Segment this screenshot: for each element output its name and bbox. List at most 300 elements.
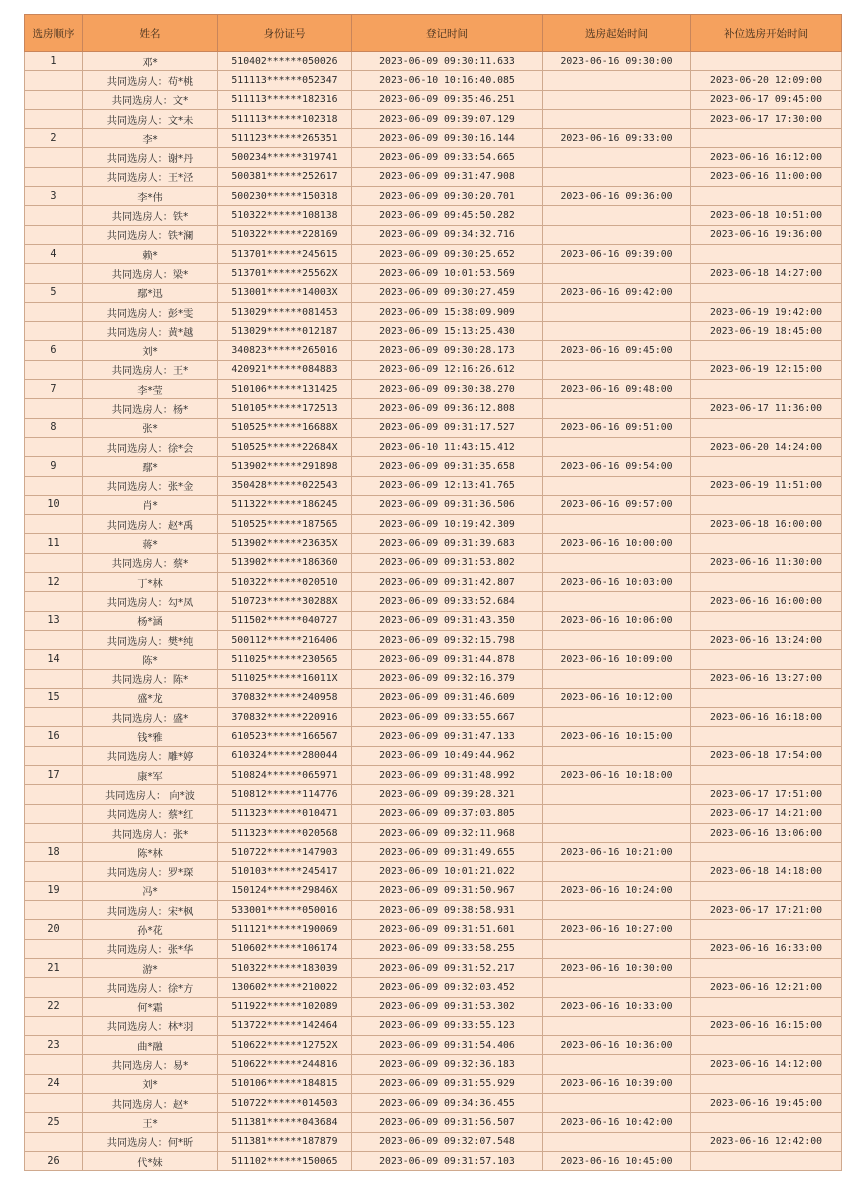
- id-number-cell: 510525******187565: [218, 515, 352, 534]
- name-cell: 共同选房人：张*华: [83, 939, 218, 958]
- register-time-cell: 2023-06-09 09:31:39.683: [352, 534, 543, 553]
- selection-start-cell: 2023-06-16 10:12:00: [543, 688, 691, 707]
- order-cell: [25, 322, 83, 341]
- makeup-start-cell: 2023-06-17 09:45:00: [691, 90, 842, 109]
- selection-start-cell: [543, 399, 691, 418]
- id-number-cell: 500230******150318: [218, 187, 352, 206]
- name-cell: 代*妹: [83, 1151, 218, 1170]
- id-number-cell: 510402******050026: [218, 52, 352, 71]
- name-cell: 共同选房人：罗*琛: [83, 862, 218, 881]
- selection-start-cell: [543, 322, 691, 341]
- makeup-start-cell: [691, 129, 842, 148]
- selection-start-cell: [543, 360, 691, 379]
- table-row: [25, 225, 842, 244]
- order-cell: [25, 476, 83, 495]
- id-number-cell: 510322******183039: [218, 958, 352, 977]
- register-time-cell: 2023-06-09 09:31:36.506: [352, 495, 543, 514]
- selection-start-cell: [543, 302, 691, 321]
- order-cell: [25, 360, 83, 379]
- id-number-cell: 510622******12752X: [218, 1036, 352, 1055]
- register-time-cell: 2023-06-10 10:16:40.085: [352, 71, 543, 90]
- table-row: [25, 1094, 842, 1113]
- order-cell: 16: [25, 727, 83, 746]
- makeup-start-cell: [691, 457, 842, 476]
- order-cell: 3: [25, 187, 83, 206]
- order-cell: 12: [25, 573, 83, 592]
- name-cell: 共同选房人：谢*丹: [83, 148, 218, 167]
- register-time-cell: 2023-06-10 11:43:15.412: [352, 437, 543, 456]
- register-time-cell: 2023-06-09 09:31:43.350: [352, 611, 543, 630]
- name-cell: 共同选房人：梁*: [83, 264, 218, 283]
- name-cell: 钱*雅: [83, 727, 218, 746]
- name-cell: 共同选房人：张*金: [83, 476, 218, 495]
- selection-start-cell: [543, 167, 691, 186]
- selection-start-cell: 2023-06-16 10:03:00: [543, 573, 691, 592]
- table-row: [25, 399, 842, 418]
- selection-start-cell: 2023-06-16 09:57:00: [543, 495, 691, 514]
- name-cell: 共同选房人： 向*波: [83, 785, 218, 804]
- name-cell: 鄢*: [83, 457, 218, 476]
- table-row: [25, 862, 842, 881]
- order-cell: [25, 225, 83, 244]
- table-row: [25, 669, 842, 688]
- makeup-start-cell: 2023-06-16 13:24:00: [691, 630, 842, 649]
- name-cell: 李*莹: [83, 380, 218, 399]
- makeup-start-cell: 2023-06-16 11:30:00: [691, 553, 842, 572]
- table-row: [25, 206, 842, 225]
- order-cell: 7: [25, 380, 83, 399]
- order-cell: 21: [25, 958, 83, 977]
- id-number-cell: 130602******210022: [218, 978, 352, 997]
- table-row: [25, 958, 842, 977]
- table-row: [25, 727, 842, 746]
- order-cell: [25, 71, 83, 90]
- header-selection-start: 选房起始时间: [543, 15, 691, 52]
- makeup-start-cell: [691, 52, 842, 71]
- name-cell: 共同选房人：勾*凤: [83, 592, 218, 611]
- register-time-cell: 2023-06-09 09:37:03.805: [352, 804, 543, 823]
- name-cell: 共同选房人：何*昕: [83, 1132, 218, 1151]
- id-number-cell: 510622******244816: [218, 1055, 352, 1074]
- selection-start-cell: 2023-06-16 09:51:00: [543, 418, 691, 437]
- order-cell: [25, 90, 83, 109]
- order-cell: [25, 592, 83, 611]
- makeup-start-cell: [691, 727, 842, 746]
- table-row: [25, 283, 842, 302]
- register-time-cell: 2023-06-09 09:36:12.808: [352, 399, 543, 418]
- makeup-start-cell: [691, 958, 842, 977]
- order-cell: [25, 862, 83, 881]
- register-time-cell: 2023-06-09 09:32:36.183: [352, 1055, 543, 1074]
- selection-start-cell: [543, 109, 691, 128]
- order-cell: [25, 399, 83, 418]
- selection-start-cell: [543, 630, 691, 649]
- table-row: [25, 534, 842, 553]
- id-number-cell: 510723******30288X: [218, 592, 352, 611]
- id-number-cell: 513701******245615: [218, 244, 352, 263]
- table-row: [25, 380, 842, 399]
- name-cell: 陈*林: [83, 843, 218, 862]
- makeup-start-cell: 2023-06-17 17:21:00: [691, 901, 842, 920]
- makeup-start-cell: [691, 1036, 842, 1055]
- selection-start-cell: [543, 1132, 691, 1151]
- name-cell: 何*霜: [83, 997, 218, 1016]
- makeup-start-cell: 2023-06-16 16:00:00: [691, 592, 842, 611]
- makeup-start-cell: [691, 1151, 842, 1170]
- order-cell: [25, 264, 83, 283]
- name-cell: 康*军: [83, 765, 218, 784]
- register-time-cell: 2023-06-09 09:33:55.667: [352, 708, 543, 727]
- order-cell: [25, 167, 83, 186]
- table-row: [25, 881, 842, 900]
- table-row: [25, 997, 842, 1016]
- order-cell: [25, 978, 83, 997]
- name-cell: 张*: [83, 418, 218, 437]
- id-number-cell: 510525******16688X: [218, 418, 352, 437]
- table-row: [25, 515, 842, 534]
- register-time-cell: 2023-06-09 12:16:26.612: [352, 360, 543, 379]
- name-cell: 杨*涵: [83, 611, 218, 630]
- order-cell: 17: [25, 765, 83, 784]
- name-cell: 共同选房人：樊*纯: [83, 630, 218, 649]
- order-cell: 5: [25, 283, 83, 302]
- table-row: [25, 1074, 842, 1093]
- makeup-start-cell: [691, 573, 842, 592]
- table-row: [25, 264, 842, 283]
- register-time-cell: 2023-06-09 09:31:54.406: [352, 1036, 543, 1055]
- name-cell: 李*伟: [83, 187, 218, 206]
- order-cell: [25, 302, 83, 321]
- name-cell: 孙*花: [83, 920, 218, 939]
- id-number-cell: 420921******084883: [218, 360, 352, 379]
- order-cell: [25, 746, 83, 765]
- id-number-cell: 510812******114776: [218, 785, 352, 804]
- id-number-cell: 513029******012187: [218, 322, 352, 341]
- id-number-cell: 511113******052347: [218, 71, 352, 90]
- selection-start-cell: 2023-06-16 09:42:00: [543, 283, 691, 302]
- makeup-start-cell: 2023-06-19 18:45:00: [691, 322, 842, 341]
- table-row: [25, 1113, 842, 1132]
- register-time-cell: 2023-06-09 09:31:52.217: [352, 958, 543, 977]
- table-row: [25, 1132, 842, 1151]
- id-number-cell: 510824******065971: [218, 765, 352, 784]
- register-time-cell: 2023-06-09 09:30:27.459: [352, 283, 543, 302]
- table-row: [25, 341, 842, 360]
- makeup-start-cell: 2023-06-16 11:00:00: [691, 167, 842, 186]
- id-number-cell: 510322******020510: [218, 573, 352, 592]
- order-cell: [25, 939, 83, 958]
- header-register-time: 登记时间: [352, 15, 543, 52]
- register-time-cell: 2023-06-09 09:33:54.665: [352, 148, 543, 167]
- id-number-cell: 511113******182316: [218, 90, 352, 109]
- id-number-cell: 511381******043684: [218, 1113, 352, 1132]
- order-cell: [25, 515, 83, 534]
- makeup-start-cell: 2023-06-16 19:45:00: [691, 1094, 842, 1113]
- table-row: [25, 1055, 842, 1074]
- selection-start-cell: [543, 225, 691, 244]
- header-order: 选房顺序: [25, 15, 83, 52]
- name-cell: 游*: [83, 958, 218, 977]
- selection-start-cell: [543, 669, 691, 688]
- id-number-cell: 511102******150065: [218, 1151, 352, 1170]
- register-time-cell: 2023-06-09 09:31:56.507: [352, 1113, 543, 1132]
- order-cell: 18: [25, 843, 83, 862]
- selection-start-cell: [543, 71, 691, 90]
- order-cell: 24: [25, 1074, 83, 1093]
- id-number-cell: 500234******319741: [218, 148, 352, 167]
- header-row: [25, 15, 842, 52]
- register-time-cell: 2023-06-09 09:30:16.144: [352, 129, 543, 148]
- table-row: [25, 939, 842, 958]
- makeup-start-cell: [691, 283, 842, 302]
- name-cell: 刘*: [83, 341, 218, 360]
- register-time-cell: 2023-06-09 09:31:47.908: [352, 167, 543, 186]
- name-cell: 共同选房人：文*: [83, 90, 218, 109]
- order-cell: 15: [25, 688, 83, 707]
- table-row: [25, 901, 842, 920]
- table-row: [25, 457, 842, 476]
- selection-start-cell: 2023-06-16 09:30:00: [543, 52, 691, 71]
- table-row: [25, 785, 842, 804]
- order-cell: 14: [25, 650, 83, 669]
- id-number-cell: 511323******010471: [218, 804, 352, 823]
- selection-start-cell: 2023-06-16 10:24:00: [543, 881, 691, 900]
- makeup-start-cell: 2023-06-16 13:27:00: [691, 669, 842, 688]
- selection-start-cell: [543, 862, 691, 881]
- table-row: [25, 746, 842, 765]
- name-cell: 共同选房人：苟*桃: [83, 71, 218, 90]
- register-time-cell: 2023-06-09 09:31:57.103: [352, 1151, 543, 1170]
- makeup-start-cell: 2023-06-18 17:54:00: [691, 746, 842, 765]
- table-row: [25, 418, 842, 437]
- register-time-cell: 2023-06-09 09:34:36.455: [352, 1094, 543, 1113]
- order-cell: 6: [25, 341, 83, 360]
- table-row: [25, 1036, 842, 1055]
- id-number-cell: 513902******23635X: [218, 534, 352, 553]
- makeup-start-cell: [691, 244, 842, 263]
- order-cell: [25, 1016, 83, 1035]
- makeup-start-cell: [691, 380, 842, 399]
- name-cell: 共同选房人：彭*雯: [83, 302, 218, 321]
- makeup-start-cell: [691, 765, 842, 784]
- selection-start-cell: [543, 515, 691, 534]
- selection-start-cell: 2023-06-16 10:09:00: [543, 650, 691, 669]
- selection-start-cell: [543, 90, 691, 109]
- name-cell: 共同选房人：赵*禹: [83, 515, 218, 534]
- name-cell: 共同选房人：铁*澜: [83, 225, 218, 244]
- register-time-cell: 2023-06-09 09:34:32.716: [352, 225, 543, 244]
- table-row: [25, 187, 842, 206]
- selection-start-cell: [543, 785, 691, 804]
- register-time-cell: 2023-06-09 09:31:17.527: [352, 418, 543, 437]
- table-row: [25, 244, 842, 263]
- makeup-start-cell: [691, 1113, 842, 1132]
- selection-start-cell: 2023-06-16 10:27:00: [543, 920, 691, 939]
- table-row: [25, 476, 842, 495]
- name-cell: 共同选房人：林*羽: [83, 1016, 218, 1035]
- register-time-cell: 2023-06-09 09:31:53.302: [352, 997, 543, 1016]
- table-row: [25, 109, 842, 128]
- selection-start-cell: [543, 206, 691, 225]
- register-time-cell: 2023-06-09 09:30:20.701: [352, 187, 543, 206]
- id-number-cell: 510106******131425: [218, 380, 352, 399]
- order-cell: 19: [25, 881, 83, 900]
- order-cell: 20: [25, 920, 83, 939]
- order-cell: 22: [25, 997, 83, 1016]
- makeup-start-cell: 2023-06-16 12:42:00: [691, 1132, 842, 1151]
- makeup-start-cell: [691, 534, 842, 553]
- name-cell: 共同选房人：蔡*红: [83, 804, 218, 823]
- order-cell: [25, 1132, 83, 1151]
- name-cell: 共同选房人：蔡*: [83, 553, 218, 572]
- table-row: [25, 920, 842, 939]
- makeup-start-cell: 2023-06-20 12:09:00: [691, 71, 842, 90]
- selection-start-cell: 2023-06-16 10:21:00: [543, 843, 691, 862]
- selection-start-cell: [543, 1055, 691, 1074]
- id-number-cell: 500381******252617: [218, 167, 352, 186]
- selection-start-cell: [543, 553, 691, 572]
- name-cell: 共同选房人：雕*婷: [83, 746, 218, 765]
- order-cell: [25, 669, 83, 688]
- order-cell: [25, 1094, 83, 1113]
- id-number-cell: 513701******25562X: [218, 264, 352, 283]
- makeup-start-cell: 2023-06-16 14:12:00: [691, 1055, 842, 1074]
- id-number-cell: 511025******230565: [218, 650, 352, 669]
- makeup-start-cell: [691, 1074, 842, 1093]
- id-number-cell: 610324******280044: [218, 746, 352, 765]
- register-time-cell: 2023-06-09 09:39:28.321: [352, 785, 543, 804]
- register-time-cell: 2023-06-09 09:32:15.798: [352, 630, 543, 649]
- id-number-cell: 511502******040727: [218, 611, 352, 630]
- id-number-cell: 513029******081453: [218, 302, 352, 321]
- table-row: [25, 978, 842, 997]
- header-name: 姓名: [83, 15, 218, 52]
- register-time-cell: 2023-06-09 09:33:58.255: [352, 939, 543, 958]
- makeup-start-cell: 2023-06-17 14:21:00: [691, 804, 842, 823]
- table-body: [25, 52, 842, 1171]
- name-cell: 共同选房人：王*: [83, 360, 218, 379]
- id-number-cell: 511323******020568: [218, 823, 352, 842]
- id-number-cell: 510602******106174: [218, 939, 352, 958]
- register-time-cell: 2023-06-09 09:32:16.379: [352, 669, 543, 688]
- order-cell: [25, 901, 83, 920]
- order-cell: [25, 708, 83, 727]
- selection-start-cell: 2023-06-16 09:36:00: [543, 187, 691, 206]
- register-time-cell: 2023-06-09 09:30:25.652: [352, 244, 543, 263]
- name-cell: 共同选房人：盛*: [83, 708, 218, 727]
- register-time-cell: 2023-06-09 09:31:46.609: [352, 688, 543, 707]
- register-time-cell: 2023-06-09 09:31:50.967: [352, 881, 543, 900]
- table-row: [25, 52, 842, 71]
- makeup-start-cell: 2023-06-18 14:27:00: [691, 264, 842, 283]
- register-time-cell: 2023-06-09 09:30:38.270: [352, 380, 543, 399]
- selection-start-cell: 2023-06-16 10:33:00: [543, 997, 691, 1016]
- id-number-cell: 350428******022543: [218, 476, 352, 495]
- name-cell: 共同选房人：杨*: [83, 399, 218, 418]
- table-row: [25, 167, 842, 186]
- selection-start-cell: 2023-06-16 10:45:00: [543, 1151, 691, 1170]
- table-row: [25, 71, 842, 90]
- makeup-start-cell: 2023-06-20 14:24:00: [691, 437, 842, 456]
- order-cell: 10: [25, 495, 83, 514]
- register-time-cell: 2023-06-09 09:31:53.802: [352, 553, 543, 572]
- id-number-cell: 510106******184815: [218, 1074, 352, 1093]
- register-time-cell: 2023-06-09 10:01:53.569: [352, 264, 543, 283]
- id-number-cell: 510722******014503: [218, 1094, 352, 1113]
- selection-start-cell: [543, 476, 691, 495]
- id-number-cell: 511381******187879: [218, 1132, 352, 1151]
- name-cell: 丁*林: [83, 573, 218, 592]
- makeup-start-cell: [691, 418, 842, 437]
- order-cell: [25, 1055, 83, 1074]
- order-cell: [25, 148, 83, 167]
- order-cell: [25, 630, 83, 649]
- id-number-cell: 510105******172513: [218, 399, 352, 418]
- selection-start-cell: 2023-06-16 09:54:00: [543, 457, 691, 476]
- name-cell: 冯*: [83, 881, 218, 900]
- table-row: [25, 90, 842, 109]
- table-row: [25, 302, 842, 321]
- order-cell: 13: [25, 611, 83, 630]
- header-id-number: 身份证号: [218, 15, 352, 52]
- name-cell: 邓*: [83, 52, 218, 71]
- makeup-start-cell: 2023-06-16 19:36:00: [691, 225, 842, 244]
- order-cell: [25, 553, 83, 572]
- makeup-start-cell: 2023-06-19 11:51:00: [691, 476, 842, 495]
- id-number-cell: 511113******102318: [218, 109, 352, 128]
- selection-start-cell: 2023-06-16 09:39:00: [543, 244, 691, 263]
- name-cell: 共同选房人：徐*会: [83, 437, 218, 456]
- order-cell: [25, 109, 83, 128]
- table-row: [25, 843, 842, 862]
- selection-start-cell: [543, 901, 691, 920]
- name-cell: 共同选房人：陈*: [83, 669, 218, 688]
- makeup-start-cell: 2023-06-16 16:12:00: [691, 148, 842, 167]
- order-cell: 25: [25, 1113, 83, 1132]
- table-row: [25, 804, 842, 823]
- register-time-cell: 2023-06-09 09:31:55.929: [352, 1074, 543, 1093]
- selection-start-cell: 2023-06-16 10:36:00: [543, 1036, 691, 1055]
- table-row: [25, 322, 842, 341]
- id-number-cell: 513722******142464: [218, 1016, 352, 1035]
- header-makeup-start: 补位选房开始时间: [691, 15, 842, 52]
- register-time-cell: 2023-06-09 15:38:09.909: [352, 302, 543, 321]
- table-row: [25, 630, 842, 649]
- table-row: [25, 1016, 842, 1035]
- id-number-cell: 511121******190069: [218, 920, 352, 939]
- order-cell: 23: [25, 1036, 83, 1055]
- register-time-cell: 2023-06-09 09:35:46.251: [352, 90, 543, 109]
- order-cell: 4: [25, 244, 83, 263]
- name-cell: 鄢*迅: [83, 283, 218, 302]
- name-cell: 共同选房人：铁*: [83, 206, 218, 225]
- id-number-cell: 511322******186245: [218, 495, 352, 514]
- table-row: [25, 650, 842, 669]
- selection-start-cell: 2023-06-16 09:33:00: [543, 129, 691, 148]
- name-cell: 共同选房人：赵*: [83, 1094, 218, 1113]
- makeup-start-cell: [691, 341, 842, 360]
- selection-start-cell: 2023-06-16 09:48:00: [543, 380, 691, 399]
- makeup-start-cell: [691, 997, 842, 1016]
- selection-start-cell: [543, 592, 691, 611]
- name-cell: 共同选房人：宋*枫: [83, 901, 218, 920]
- register-time-cell: 2023-06-09 09:31:35.658: [352, 457, 543, 476]
- selection-start-cell: [543, 804, 691, 823]
- id-number-cell: 511922******102089: [218, 997, 352, 1016]
- order-cell: 8: [25, 418, 83, 437]
- register-time-cell: 2023-06-09 09:39:07.129: [352, 109, 543, 128]
- order-cell: [25, 823, 83, 842]
